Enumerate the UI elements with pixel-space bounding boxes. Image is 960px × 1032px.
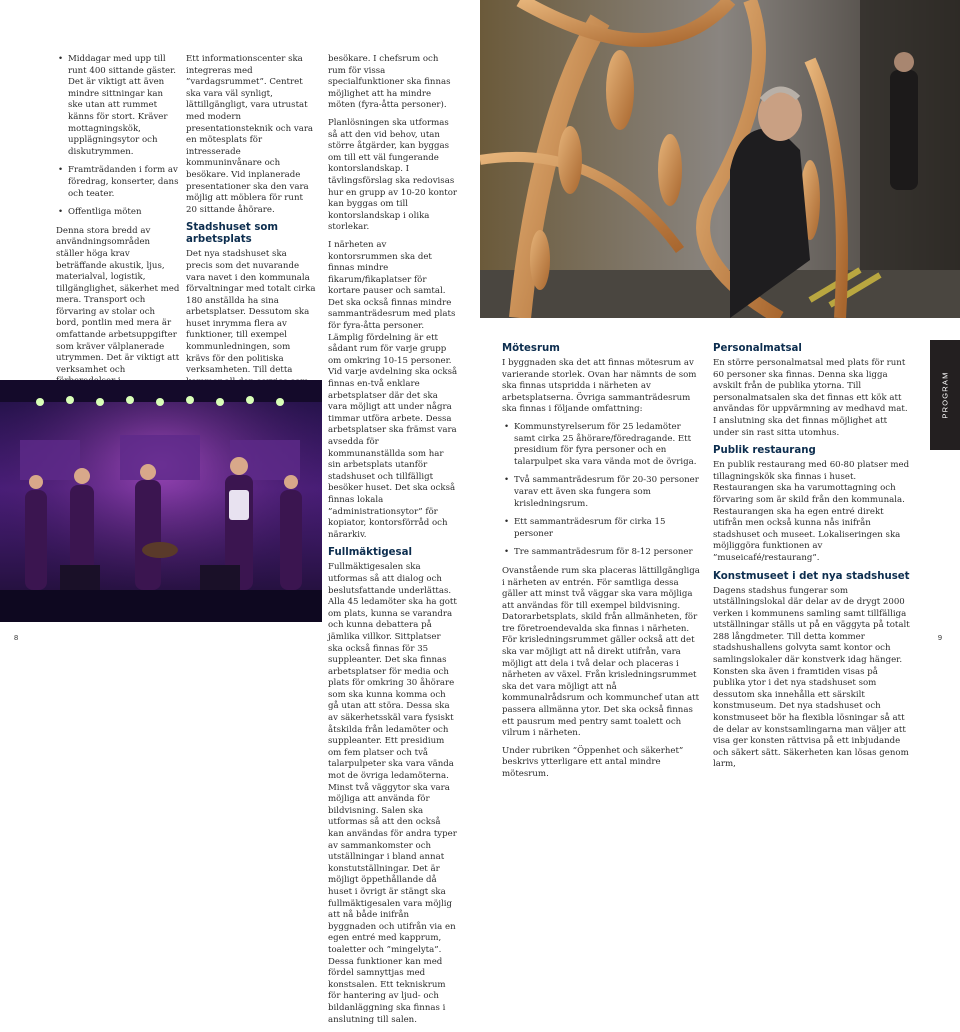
paragraph: Ett informationscenter ska integreras med ”vardagsrummet”. Centret ska vara väl synligt, lättillgängligt, vara utrustat med modern presentationsteknik och vara en mötesplats för intresserade kommuninvånare och besökare. Vid inplanerade presentationer ska den vara möjlig att möblera för runt 20 sittande åhörare. <box>186 54 314 215</box>
heading-personalmatsal: Personalmatsal <box>713 343 802 354</box>
heading-motesrum: Mötesrum <box>502 343 560 354</box>
paragraph: En publik restaurang med 60-80 platser med tillagningskök ska finnas i huset. Restaurangen ska ha varumottagning och förvaring som är skild från den kommunala. Restaurangen ska ha egen entré direkt utifrån men också kunna nås inifrån stadshuset och museet. Lokaliseringen ska möjliggöra funktionen av ”museicafé/restaurang”. <box>713 460 910 563</box>
paragraph: Under rubriken ”Öppenhet och säkerhet” beskrivs ytterligare ett antal mindre mötesrum. <box>502 745 684 779</box>
heading-konstmuseet: Konstmuseet i det nya stadshuset <box>713 570 910 582</box>
paragraph: besökare. I chefsrum och rum för vissa specialfunktioner ska finnas möjlighet att ha mindre möten (fyra-åtta personer). <box>328 54 451 111</box>
right-column-1 <box>328 54 458 1032</box>
list-item: • Framträdanden i form av föredrag, konserter, dans och teater. <box>56 165 180 200</box>
list-item: • Middagar med upp till runt 400 sittande gäster. Det är viktigt att även mindre sittningar kan ske utan att rummet känns för stort. Kräver mottagningskök, upplägningsytor och diskutrymmen. <box>56 54 180 158</box>
list-item: • Tre sammanträdesrum för 8-12 personer <box>502 547 700 559</box>
list-item: • Offentliga möten <box>56 207 180 219</box>
paragraph: Denna stora bredd av användningsområden ställer höga krav beträffande akustik, ljus, materialval, logistik, tillgänglighet, säkerhet med mera. Transport och förvaring av stolar och bord, pontlin med mera är omfattande arbetsuppgifter som kräver välplanerade utrymmen. Det är viktigt att verksamhet och <box>56 225 180 375</box>
page-number-right: 9 <box>937 633 942 642</box>
paragraph: Planlösningen ska utformas så att den vid behov, utan större åtgärder, kan byggas om till ett väl fungerande kontorslandskap. I tävlingsförslag ska redovisas hur en grupp av 10-20 kontor kan byggas om till kontorslandskap i olika storlekar. <box>328 117 458 233</box>
paragraph: I närheten av kontorsrummen ska det finnas mindre fikarum/fikaplatser för kortare pauser och samtal. Det ska också finnas mindre sammanträdesrum med plats för fyra-åtta personer. Lämplig fördelning är ett sådant rum för varje grupp om omkring 10-15 personer. Vid varje avdelning ska också finnas en-två enklare arbetsplatser där det ska vara möjligt att under några timmar utföra arbete. Dessa arbetsplatser ska främst vara avsedda för kommunanställda som har sin arbetsplats utanför stadshuset och tillfälligt besöker huset. Det ska också finnas lokala ”administrationsytor” för kopiator, kontorsförråd och närarkiv. <box>328 239 458 540</box>
right-column-2 <box>502 338 700 787</box>
list-item: • Två sammanträdesrum för 20-30 personer varav ett även ska fungera som krisledningsrum. <box>502 475 700 510</box>
section-tab <box>930 340 960 450</box>
concert-photo <box>0 380 322 622</box>
bullet-list-top <box>56 54 180 219</box>
heading-publik-restaurang: Publik restaurang <box>713 445 816 457</box>
bullet-list-motesrum <box>502 422 700 559</box>
section-tab-label: PROGRAM <box>940 371 950 419</box>
paragraph: Det nya stadshuset ska precis som det nuvarande vara navet i den kommunala förvaltningar med totalt cirka 180 anställda ha sina arbetsplatser. Dessutom ska huset inrymma flera av funktioner, till exempel kommunledningen, som krävs för den politiska verksamheten. Till detta <box>186 249 316 376</box>
heading-arbetsplats: Stadshuset som arbetsplats <box>186 222 279 246</box>
page-number-left: 8 <box>14 633 19 642</box>
paragraph: Fullmäktigesalen ska utformas så att dialog och beslutsfattande underlättas. Alla 45 ledamöter ska ha gott om plats, kunna se varandra och kunna debattera på jämlika villkor. Sittplatser ska också finnas för 35 suppleanter. Det ska finnas arbetsplatser för media och plats för omkring 30 åhörare som ska kunna komma och gå utan att störa. Dessa ska av säkerhetsskäl vara fysiskt åtskilda från ledamöter och suppleanter. Ett presidium om fem platser och två talarpulpeter ska vara vända mot de övriga ledamöterna. Minst två väggytor ska vara möjliga att använda för bildvisning. Salen ska utformas så att den också kan användas för andra typer av sammankomster och utställningar i bland annat konstutställningar. Det är möjligt öppethållande då huset i övrigt är stängt ska fullmäktigesalen vara möjlig att nå både inifrån byggnaden och utifrån via en egen entré med kapprum, toaletter och ”mingelyta”. Dessa funktioner kan med fördel samnyttjas med konstsalen. Ett tekniskrum för hantering av ljud- och bildanläggning ska finnas i anslutning till salen. <box>328 562 457 1025</box>
list-item: • Kommunstyrelserum för 25 ledamöter samt cirka 25 åhörare/föredragande. Ett presidium för fyra personer och en talarpulpet ska vara vända mot de övriga. <box>502 422 700 468</box>
paragraph: I byggnaden ska det att finnas mötesrum av varierande storlek. Ovan har nämnts de som ska finnas utspridda i närheten av arbetsplatserna. Övriga sammanträdesrum ska finnas i följande omfattning: <box>502 358 697 415</box>
paragraph: En större personalmatsal med plats för runt 60 personer ska finnas. Denna ska ligga avskilt från de publika ytorna. Till personalmatsalen ska det finnas ett kök att användas för uppvärmning av medhavd mat. I anslutning ska det finnas möjlighet att under sin rast sitta utomhus. <box>713 358 908 438</box>
paragraph: Ovanstående rum ska placeras lättillgängliga i närheten av entrén. För samtliga dessa gäller att minst två väggar ska vara möjliga att användas för till exempel bildvisning. Datorarbetsplats, skild från allmänheten, för tre företroendevalda ska finnas i närheten. För krisledningsrummet gäller också att det ska var möjligt att nå direkt utifrån, vara möjligt att dela i två delar och placeras i närheten av växel. Från krisledningsrummet ska det vara möjligt att nå kommunalrådsrum och kommunchef utan att passera allmänna ytor. Det ska också finnas ett pausrum med pentry samt toalett och vilrum i närheten. <box>502 565 700 739</box>
list-item: • Ett sammanträdesrum för cirka 15 personer <box>502 517 700 540</box>
heading-fullmaktigesal: Fullmäktigesal <box>328 547 412 559</box>
paragraph: Dagens stadshus fungerar som utställningslokal där delar av de drygt 2000 verken i kommunens samling samt tillfälliga utställningar ställs ut på en väggyta på totalt 288 långdmeter. Till detta kommer stadshushallens golvyta samt kontor och samlingslokaler där konstverk idag hänger. Konsten ska även i framtiden visas på publika ytor i det nya stadshuset som dessutom ska innehålla ett särskilt konstmuseum. Det nya stadshuset och konstmuseet bör ha flexibla lösningar så att de delar av konstsamlingarna man väljer att visa ger konsten rättvisa på ett inbjudande och säkert sätt. Säkerheten kan lösas genom larm, <box>713 585 910 770</box>
sculpture-photo <box>480 0 960 318</box>
right-column-3 <box>713 338 911 777</box>
